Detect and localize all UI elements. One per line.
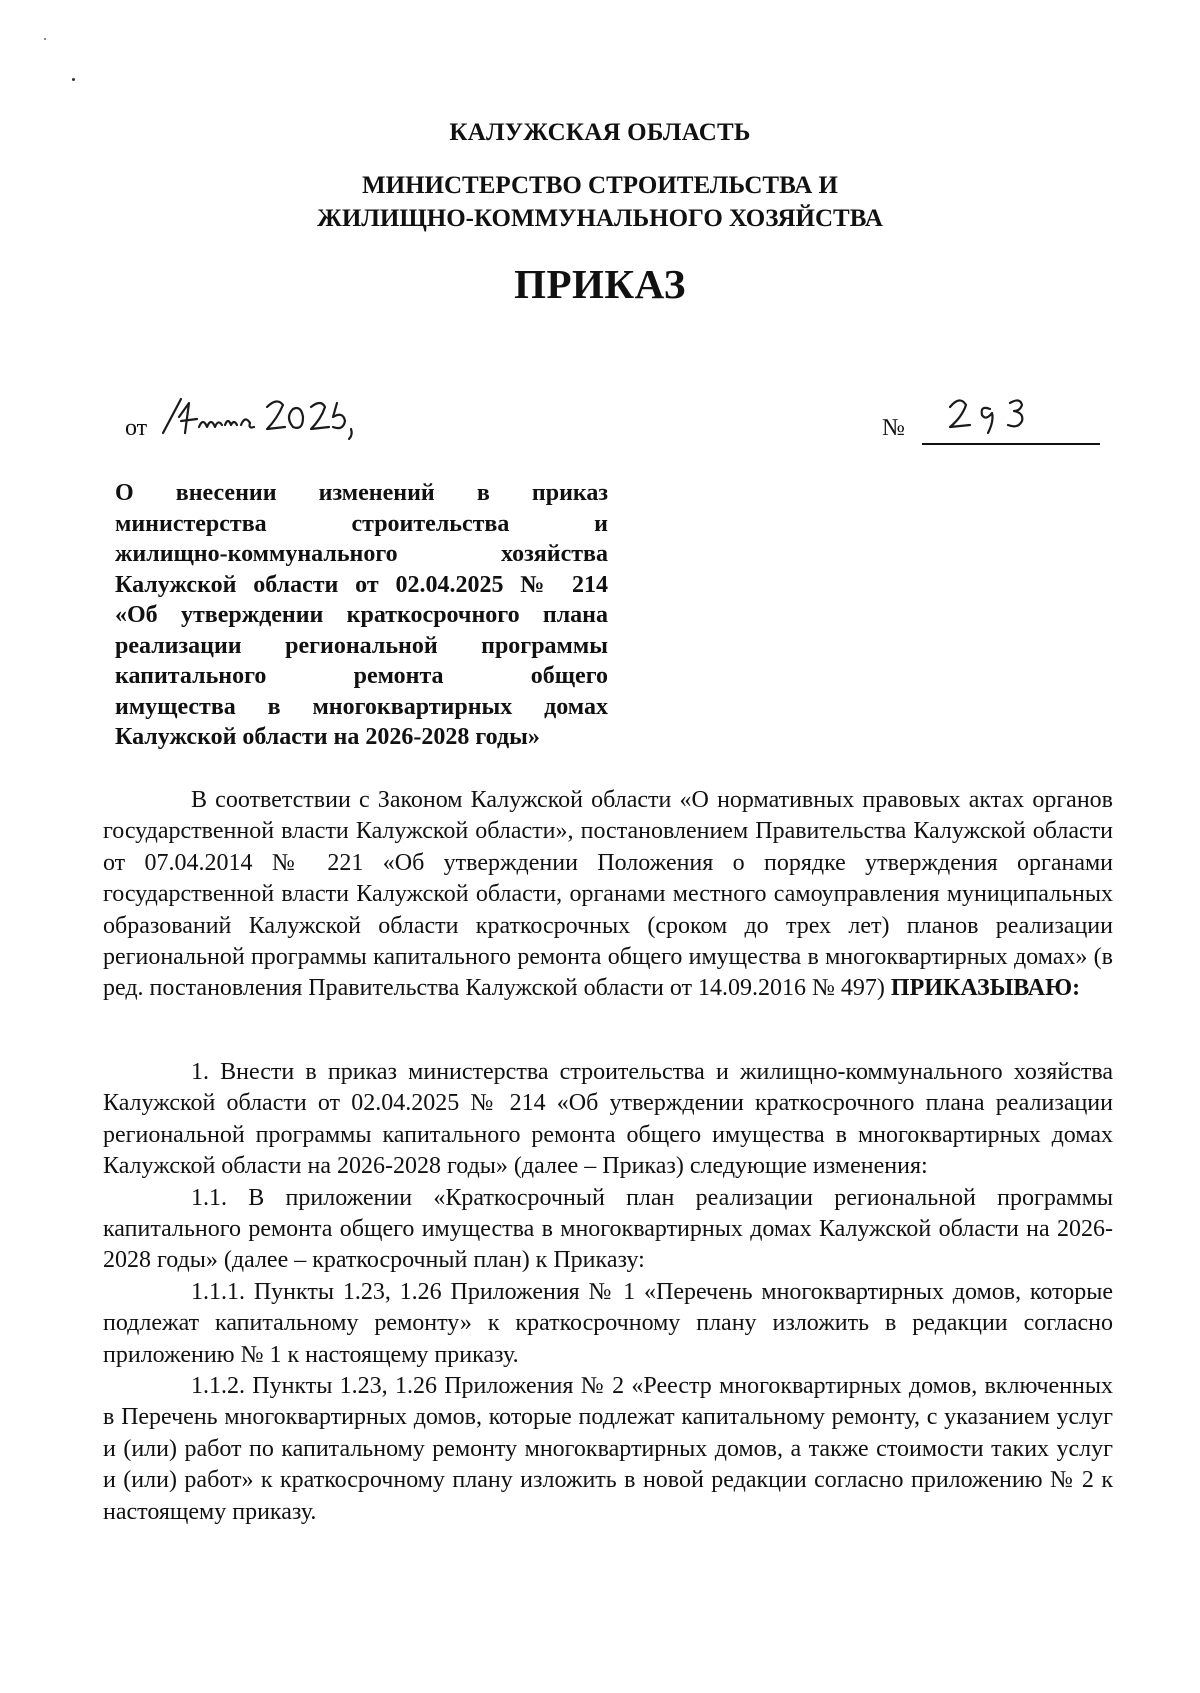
number-label: № bbox=[882, 415, 905, 441]
item-paragraph: 1. Внести в приказ министерства строительства и жилищно-коммунального хозяйства Калужской области от 02.04.2025 № 214 «Об утверждении краткосрочного плана реализации региональной программы капитального ремонта общего имущества в многоквартирных домах Калужской области на 2026-2028 годы» (далее – Приказ) следующие изменения: bbox=[103, 1059, 1113, 1180]
subject-line: имущества в многоквартирных домах bbox=[115, 693, 608, 720]
number-underline bbox=[922, 443, 1100, 445]
handwritten-date bbox=[155, 385, 395, 441]
item-paragraph: 1.1. В приложении «Краткосрочный план реализации региональной программы капитального ремонта общего имущества в многоквартирных домах Калужской области на 2026-2028 годы» (далее – краткосрочный план) к Приказу: bbox=[103, 1184, 1113, 1274]
subject-line: жилищно-коммунального хозяйства bbox=[115, 541, 608, 567]
preamble-text: В соответствии с Законом Калужской области «О нормативных правовых актах органов государственной власти Калужской области», постановлением Правительства Калужской области от 07.04.2014 № 221 «Об утверждении Положения о порядке утверждения органами государственной власти Калужской области, органами местного самоуправления муниципальных образований Калужской области краткосрочных (сроком до трех лет) планов реализации региональной программы капитального ремонта общего имущества в многоквартирных домах» (в ред. постановления Правительства Калужской области от 14.09.2016 № 497) bbox=[103, 787, 1113, 1002]
subject-line: реализации региональной программы bbox=[115, 632, 608, 659]
preamble-paragraph bbox=[103, 785, 1113, 1005]
ministry-title bbox=[0, 169, 1200, 235]
subject-line: Калужской области от 02.04.2025 № 214 bbox=[115, 571, 608, 598]
subject-line: капитального ремонта общего bbox=[115, 663, 608, 689]
order-date bbox=[125, 415, 147, 442]
subject-line: «Об утверждении краткосрочного плана bbox=[115, 602, 608, 628]
scan-speck bbox=[72, 78, 75, 81]
handwritten-number bbox=[944, 385, 1054, 441]
ministry-title-line: МИНИСТЕРСТВО СТРОИТЕЛЬСТВА И bbox=[362, 172, 838, 199]
subject-line: О внесении изменений в приказ bbox=[115, 480, 608, 506]
region-title: КАЛУЖСКАЯ ОБЛАСТЬ bbox=[449, 119, 751, 146]
date-label: от bbox=[125, 415, 148, 441]
document-type-title: ПРИКАЗ bbox=[514, 261, 686, 307]
order-word: ПРИКАЗЫВАЮ: bbox=[890, 975, 1081, 1002]
item-paragraph: 1.1.2. Пункты 1.23, 1.26 Приложения № 2 «Реестр многоквартирных домов, включенных в Перечень многоквартирных домов, которые подлежат капитальному ремонту, с указанием услуг и (или) работ по капитальному ремонту многоквартирных домов, а также стоимости таких услуг и (или) работ» к краткосрочному плану изложить в новой редакции согласно приложению № 2 к настоящему приказу. bbox=[103, 1373, 1113, 1525]
item-paragraph: 1.1.1. Пункты 1.23, 1.26 Приложения № 1 «Перечень многоквартирных домов, которые подлежат капитальному ремонту» к краткосрочному плану изложить в редакции согласно приложению № 1 к настоящему приказу. bbox=[103, 1278, 1113, 1368]
preamble-block bbox=[103, 785, 1113, 1005]
order-number bbox=[882, 415, 1102, 442]
subject-line: Калужской области на 2026-2028 годы» bbox=[115, 724, 540, 750]
ministry-title-line: ЖИЛИЩНО-КОММУНАЛЬНОГО ХОЗЯЙСТВА bbox=[317, 205, 883, 232]
scan-speck bbox=[44, 38, 46, 40]
order-items bbox=[103, 1057, 1113, 1528]
order-subject bbox=[115, 478, 608, 753]
subject-line: министерства строительства и bbox=[115, 510, 608, 537]
